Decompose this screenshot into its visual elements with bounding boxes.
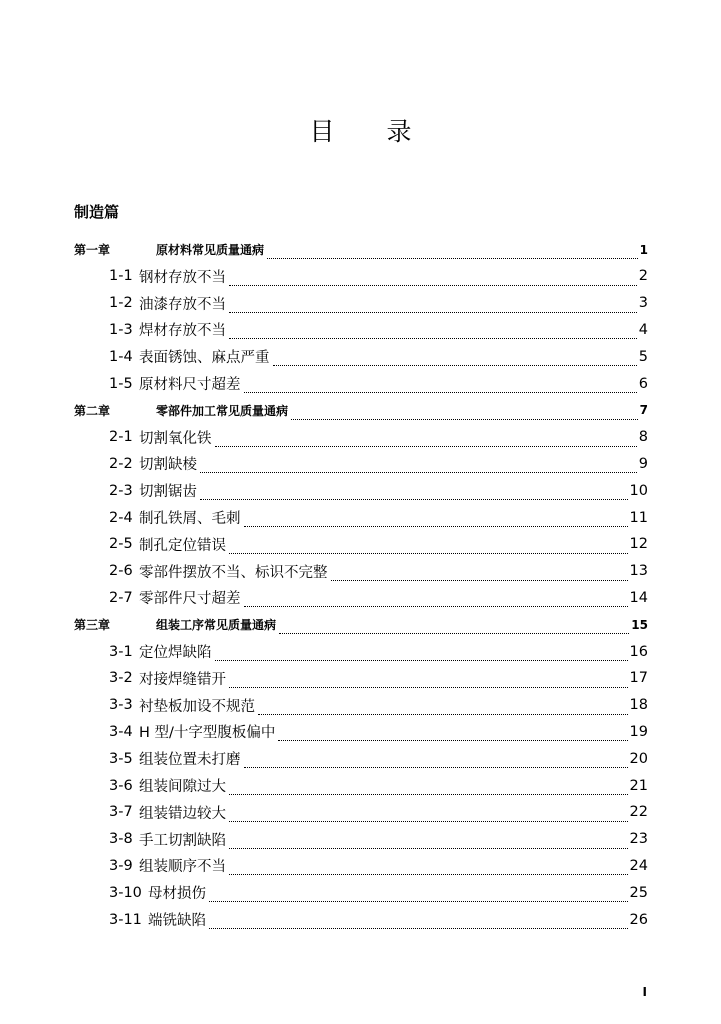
toc-entry-title: 切割锯齿: [139, 484, 197, 501]
toc-leader-dots: [209, 889, 628, 902]
toc-entry-number: 2-6: [109, 563, 133, 580]
toc-entry-number: 2-2: [109, 455, 133, 472]
toc-entry-title: 零部件尺寸超差: [139, 591, 241, 608]
toc-leader-dots: [229, 326, 637, 339]
toc-entry-number: 3-1: [109, 643, 133, 660]
toc-leader-dots: [229, 541, 628, 554]
toc-leader-dots: [215, 434, 637, 447]
toc-leader-dots: [200, 487, 628, 500]
toc-page-number: 11: [629, 509, 648, 526]
toc-entry-title: 制孔定位错误: [139, 537, 226, 554]
toc-item-row[interactable]: [0, 826, 721, 853]
toc-item-row[interactable]: [0, 531, 721, 558]
section-heading: 制造篇: [74, 203, 120, 221]
toc-item-row[interactable]: [0, 906, 721, 933]
toc-item-row[interactable]: [0, 424, 721, 451]
toc-page-number: 21: [629, 777, 648, 794]
toc-leader-dots: [229, 300, 637, 313]
toc-entry-title: 原材料常见质量通病: [156, 243, 265, 257]
toc-entry-number: 2-1: [109, 429, 133, 446]
toc-entry-number: 3-5: [109, 750, 133, 767]
toc-item-row[interactable]: [0, 450, 721, 477]
toc-leader-dots: [331, 568, 628, 581]
toc-item-row[interactable]: [0, 477, 721, 504]
toc-entry-number: 2-3: [109, 482, 133, 499]
toc-entry-number: 2-5: [109, 536, 133, 553]
toc-page-number: 18: [629, 697, 648, 714]
toc-entry-number: 3-9: [109, 857, 133, 874]
toc-entry-number: 2-7: [109, 589, 133, 606]
toc-entry-title: 油漆存放不当: [139, 296, 226, 313]
toc-item-row[interactable]: [0, 343, 721, 370]
toc-entry-number: 1-4: [109, 348, 133, 365]
toc-entry-title: 组装错边较大: [139, 805, 226, 822]
toc-leader-dots: [200, 460, 637, 473]
toc-leader-dots: [229, 809, 628, 822]
toc-entry-number: 3-11: [109, 911, 142, 928]
toc-leader-dots: [278, 728, 628, 741]
toc-page-number: 13: [629, 563, 648, 580]
toc-entry-title: 母材损伤: [148, 886, 206, 903]
toc-page-number: 2: [638, 268, 648, 285]
toc-page-number: 4: [638, 321, 648, 338]
toc-page-number: 19: [629, 723, 648, 740]
toc-entry-number: 第三章: [74, 618, 111, 633]
toc-leader-dots: [215, 648, 628, 661]
toc-leader-dots: [209, 916, 628, 929]
toc-page-number: 25: [629, 884, 648, 901]
toc-item-row[interactable]: [0, 370, 721, 397]
toc-item-row[interactable]: [0, 879, 721, 906]
toc-entry-title: 手工切割缺陷: [139, 832, 226, 849]
toc-leader-dots: [273, 353, 637, 366]
toc-page-number: 1: [639, 242, 648, 257]
toc-entry-title: 零部件摆放不当、标识不完整: [139, 564, 328, 581]
toc-item-row[interactable]: [0, 692, 721, 719]
toc-leader-dots: [229, 836, 628, 849]
toc-entry-number: 第一章: [74, 243, 111, 257]
toc-entry-number: 1-2: [109, 295, 133, 312]
toc-entry-title: 焊材存放不当: [139, 323, 226, 340]
toc-page-number: 12: [629, 536, 648, 553]
toc-page-number: 23: [629, 831, 648, 848]
toc-leader-dots: [291, 407, 638, 420]
toc-entry-number: 3-7: [109, 804, 133, 821]
toc-entry-title: 切割氧化铁: [139, 430, 212, 447]
toc-page-number: 16: [629, 643, 648, 660]
toc-item-row[interactable]: [0, 504, 721, 531]
toc-chapter-row[interactable]: [0, 236, 721, 263]
toc-item-row[interactable]: [0, 584, 721, 611]
toc-item-row[interactable]: [0, 745, 721, 772]
page-number: I: [642, 985, 647, 999]
toc-page-number: 5: [638, 348, 648, 365]
toc-entry-number: 1-1: [109, 268, 133, 285]
toc-page-number: 10: [629, 482, 648, 499]
toc-leader-dots: [229, 782, 628, 795]
toc-entry-number: 1-3: [109, 321, 133, 338]
toc-item-row[interactable]: [0, 718, 721, 745]
toc-page-number: 15: [631, 617, 648, 632]
toc-entry-title: H 型/十字型腹板偏中: [139, 725, 276, 742]
toc-entry-number: 3-6: [109, 777, 133, 794]
toc-entry-number: 第二章: [74, 403, 111, 418]
toc-entry-number: 3-4: [109, 723, 133, 740]
toc-page-number: 7: [639, 403, 648, 418]
toc-entry-title: 零部件加工常见质量通病: [156, 403, 289, 418]
toc-chapter-row[interactable]: [0, 397, 721, 424]
toc-entry-title: 原材料尺寸超差: [139, 377, 241, 393]
toc-item-row[interactable]: [0, 263, 721, 290]
toc-leader-dots: [279, 621, 629, 634]
toc-page-number: 17: [629, 670, 648, 687]
toc-entry-title: 组装工序常见质量通病: [156, 618, 277, 633]
toc-entry-title: 制孔铁屑、毛刺: [139, 511, 241, 527]
toc-entry-title: 钢材存放不当: [139, 269, 226, 286]
toc-leader-dots: [244, 594, 628, 607]
toc-item-row[interactable]: [0, 852, 721, 879]
toc-entry-number: 3-2: [109, 670, 133, 687]
toc-entry-number: 1-5: [109, 375, 133, 392]
toc-entry-title: 对接焊缝错开: [139, 671, 226, 688]
toc-entry-title: 组装位置未打磨: [139, 752, 241, 769]
toc-page-number: 8: [638, 429, 648, 446]
toc-page-number: 3: [638, 295, 648, 312]
toc-item-row[interactable]: [0, 665, 721, 692]
toc-entry-title: 组装间隙过大: [139, 779, 226, 795]
toc-leader-dots: [229, 862, 628, 875]
toc-page-number: 9: [638, 455, 648, 472]
toc-item-row[interactable]: [0, 290, 721, 317]
toc-page-number: 24: [629, 857, 648, 874]
toc-page-number: 22: [629, 804, 648, 821]
page-title: 目 录: [309, 117, 434, 146]
toc-leader-dots: [229, 273, 637, 286]
toc-leader-dots: [244, 380, 637, 393]
toc-entry-title: 端铣缺陷: [148, 913, 206, 929]
toc-item-row[interactable]: [0, 558, 721, 585]
toc-leader-dots: [244, 755, 628, 768]
toc-entry-title: 表面锈蚀、麻点严重: [139, 350, 270, 367]
toc-page-number: 26: [629, 911, 648, 928]
toc-entry-title: 衬垫板加设不规范: [139, 698, 255, 715]
toc-leader-dots: [229, 675, 628, 688]
toc-leader-dots: [258, 702, 628, 715]
toc-entry-number: 3-3: [109, 697, 133, 714]
toc-entry-number: 3-8: [109, 831, 133, 848]
toc-item-row[interactable]: [0, 799, 721, 826]
toc-chapter-row[interactable]: [0, 611, 721, 638]
toc-item-row[interactable]: [0, 638, 721, 665]
toc-page-number: 14: [629, 589, 648, 606]
toc-entry-title: 组装顺序不当: [139, 859, 226, 876]
toc-entry-number: 3-10: [109, 884, 142, 901]
toc-leader-dots: [244, 514, 628, 527]
toc-entry-title: 切割缺棱: [139, 457, 197, 474]
toc-item-row[interactable]: [0, 772, 721, 799]
toc-page-number: 6: [638, 375, 648, 392]
toc-entry-title: 定位焊缺陷: [139, 645, 212, 661]
toc-page-number: 20: [629, 750, 648, 767]
toc-entry-number: 2-4: [109, 509, 133, 526]
toc-item-row[interactable]: [0, 316, 721, 343]
toc-leader-dots: [267, 246, 638, 259]
